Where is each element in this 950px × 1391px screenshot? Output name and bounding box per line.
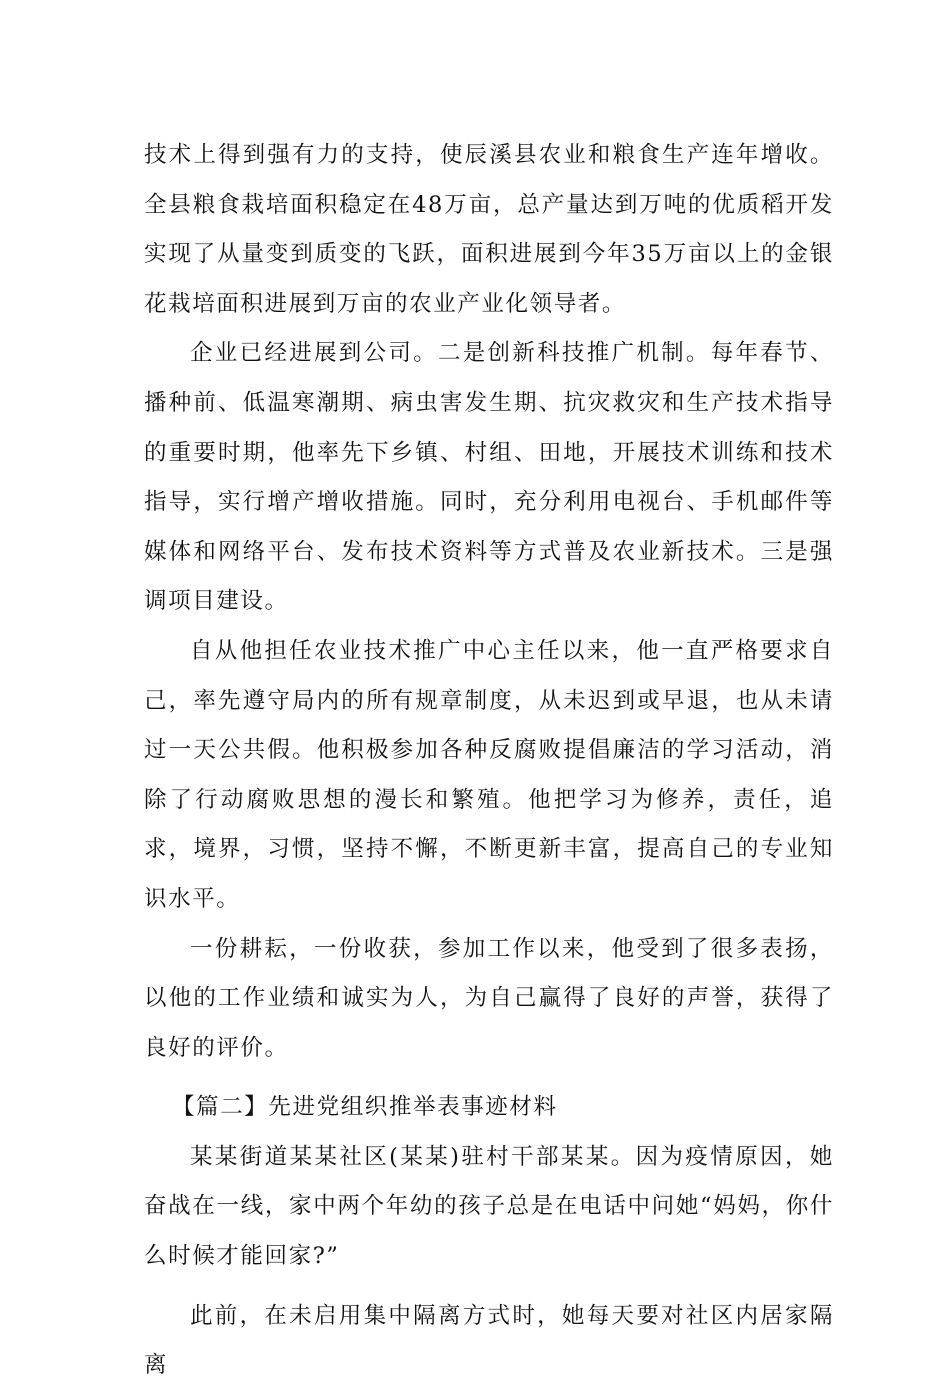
paragraph-tech-promotion: 企业已经进展到公司。二是创新科技推广机制。每年春节、播种前、低温寒潮期、病虫害发生期、抗灾救灾和生产技术指导的重要时期，他率先下乡镇、村组、田地，开展技术训练和技术指导，实行增产增收措施。同时，充分利用电视台、手机邮件等媒体和网络平台、发布技术资料等方式普及农业新技术。三是强调项目建设。 xyxy=(144,340,834,615)
paragraph-reputation: 一份耕耘，一份收获，参加工作以来，他受到了很多表扬，以他的工作业绩和诚实为人，为自己赢得了良好的声誉，获得了良好的评价。 xyxy=(144,935,834,1061)
section-heading: 【篇二】先进党组织推举表事迹材料 xyxy=(172,1094,558,1121)
paragraph-continuation: 技术上得到强有力的支持，使辰溪县农业和粮食生产连年增收。全县粮食栽培面积稳定在48万亩，总产量达到万吨的优质稻开发实现了从量变到质变的飞跃，面积进展到今年35万亩以上的金银花栽培面积进展到万亩的农业产业化领导者。 xyxy=(144,142,834,317)
paragraph-village-cadre: 某某街道某某社区(某某)驻村干部某某。因为疫情原因，她奋战在一线，家中两个年幼的孩子总是在电话中问她“妈妈，你什么时候才能回家?” xyxy=(144,1143,834,1270)
document-page xyxy=(144,131,834,1391)
paragraph-self-discipline: 自从他担任农业技术推广中心主任以来，他一直严格要求自己，率先遵守局内的所有规章制度，从未迟到或早退，也从未请过一天公共假。他积极参加各种反腐败提倡廉洁的学习活动，消除了行动腐败思想的漫长和繁殖。他把学习为修养，责任，追求，境界，习惯，坚持不懈，不断更新丰富，提高自己的专业知识水平。 xyxy=(144,637,834,912)
paragraph-quarantine: 此前，在未启用集中隔离方式时，她每天要对社区内居家隔离 xyxy=(144,1302,834,1379)
